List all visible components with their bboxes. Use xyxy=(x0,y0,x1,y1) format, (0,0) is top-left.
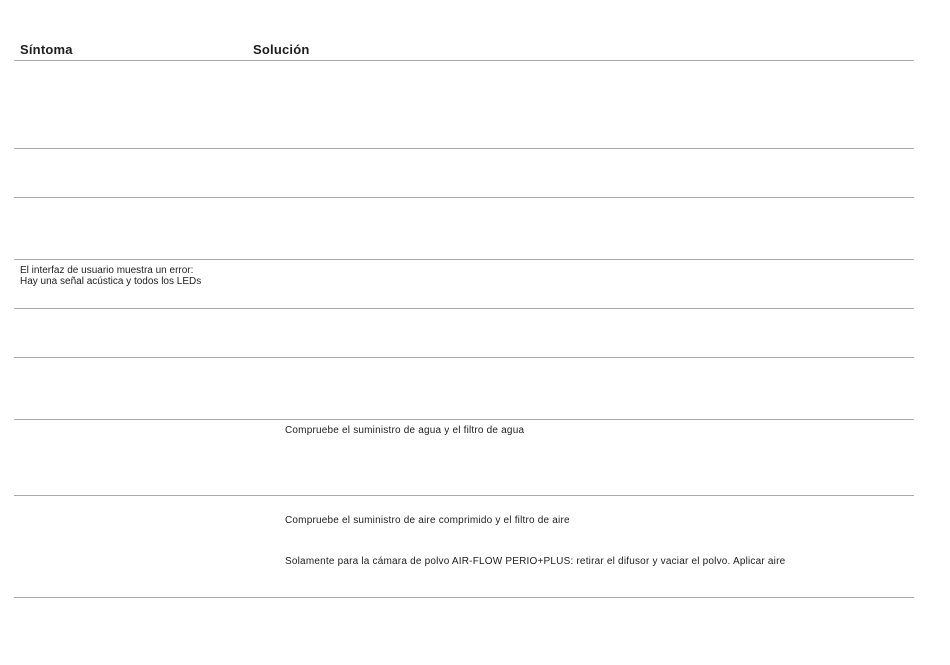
table-bottom-rule xyxy=(14,597,914,598)
solution-text: Compruebe el suministro de agua y el filtro de agua xyxy=(285,425,525,436)
symptom-text-line: Hay una señal acústica y todos los LEDs xyxy=(20,276,202,287)
row-divider xyxy=(14,419,914,420)
row-divider xyxy=(14,148,914,149)
row-divider xyxy=(14,357,914,358)
header-divider xyxy=(14,60,914,61)
row-divider xyxy=(14,495,914,496)
solution-column-header: Solución xyxy=(253,42,310,57)
symptom-column-header: Síntoma xyxy=(20,42,73,57)
solution-text: Solamente para la cámara de polvo AIR-FLOW PERIO+PLUS: retirar el difusor y vaciar el polvo. Aplicar aire xyxy=(285,556,786,567)
row-divider xyxy=(14,308,914,309)
row-divider xyxy=(14,197,914,198)
solution-text: Compruebe el suministro de aire comprimido y el filtro de aire xyxy=(285,515,570,526)
symptom-text-line: El interfaz de usuario muestra un error: xyxy=(20,265,194,276)
row-divider xyxy=(14,259,914,260)
